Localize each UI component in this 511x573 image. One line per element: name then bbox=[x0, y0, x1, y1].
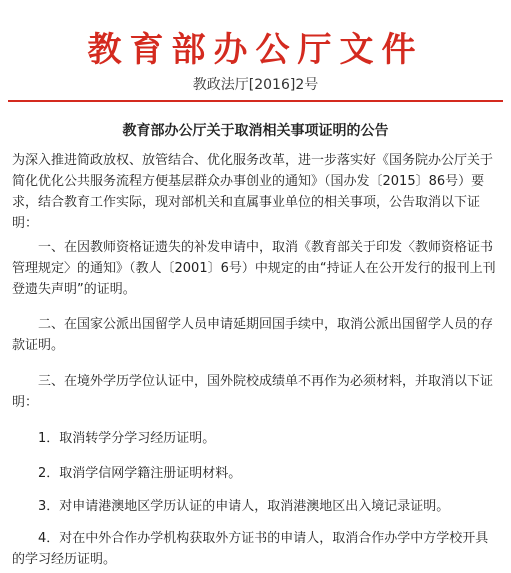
notice-heading: 教育部办公厅关于取消相关事项证明的公告 bbox=[122, 123, 389, 139]
list-item: 2．取消学信网学籍注册证明材料。 bbox=[38, 466, 242, 481]
red-divider bbox=[8, 100, 503, 102]
section-2-paragraph: 二、在国家公派出国留学人员申请延期回国手续中，取消公派出国留学人员的存款证明。 bbox=[12, 317, 494, 353]
list-item: 3．对申请港澳地区学历认证的申请人，取消港澳地区出入境记录证明。 bbox=[38, 499, 450, 514]
intro-paragraph: 为深入推进简政放权、放管结合、优化服务改革，进一步落实好《国务院办公厅关于简化优化公共服务流程方便基层群众办事创业的通知》（国办发〔2015〕86号）要求，结合教育工作实际，现对部机关和直属事业单位的相关事项，公告取消以下证明： bbox=[12, 153, 494, 231]
list-item: 1．取消转学分学习经历证明。 bbox=[38, 431, 216, 446]
section-3-paragraph: 三、在境外学历学位认证中，国外院校成绩单不再作为必须材料，并取消以下证明： bbox=[12, 374, 494, 410]
document-number: 教政法厅[2016]2号 bbox=[192, 77, 319, 93]
section-1-paragraph: 一、在因教师资格证遗失的补发申请中，取消《教育部关于印发〈教师资格证书管理规定〉的通知》（教人〔2001〕6号）中规定的由“持证人在公开发行的报刊上刊登遗失声明”的证明。 bbox=[12, 240, 496, 297]
list-item: 4．对在中外合作办学机构获取外方证书的申请人，取消合作办学中方学校开具的学习经历证明。 bbox=[12, 531, 489, 567]
document-header-title: 教育部办公厅文件 bbox=[87, 30, 424, 70]
